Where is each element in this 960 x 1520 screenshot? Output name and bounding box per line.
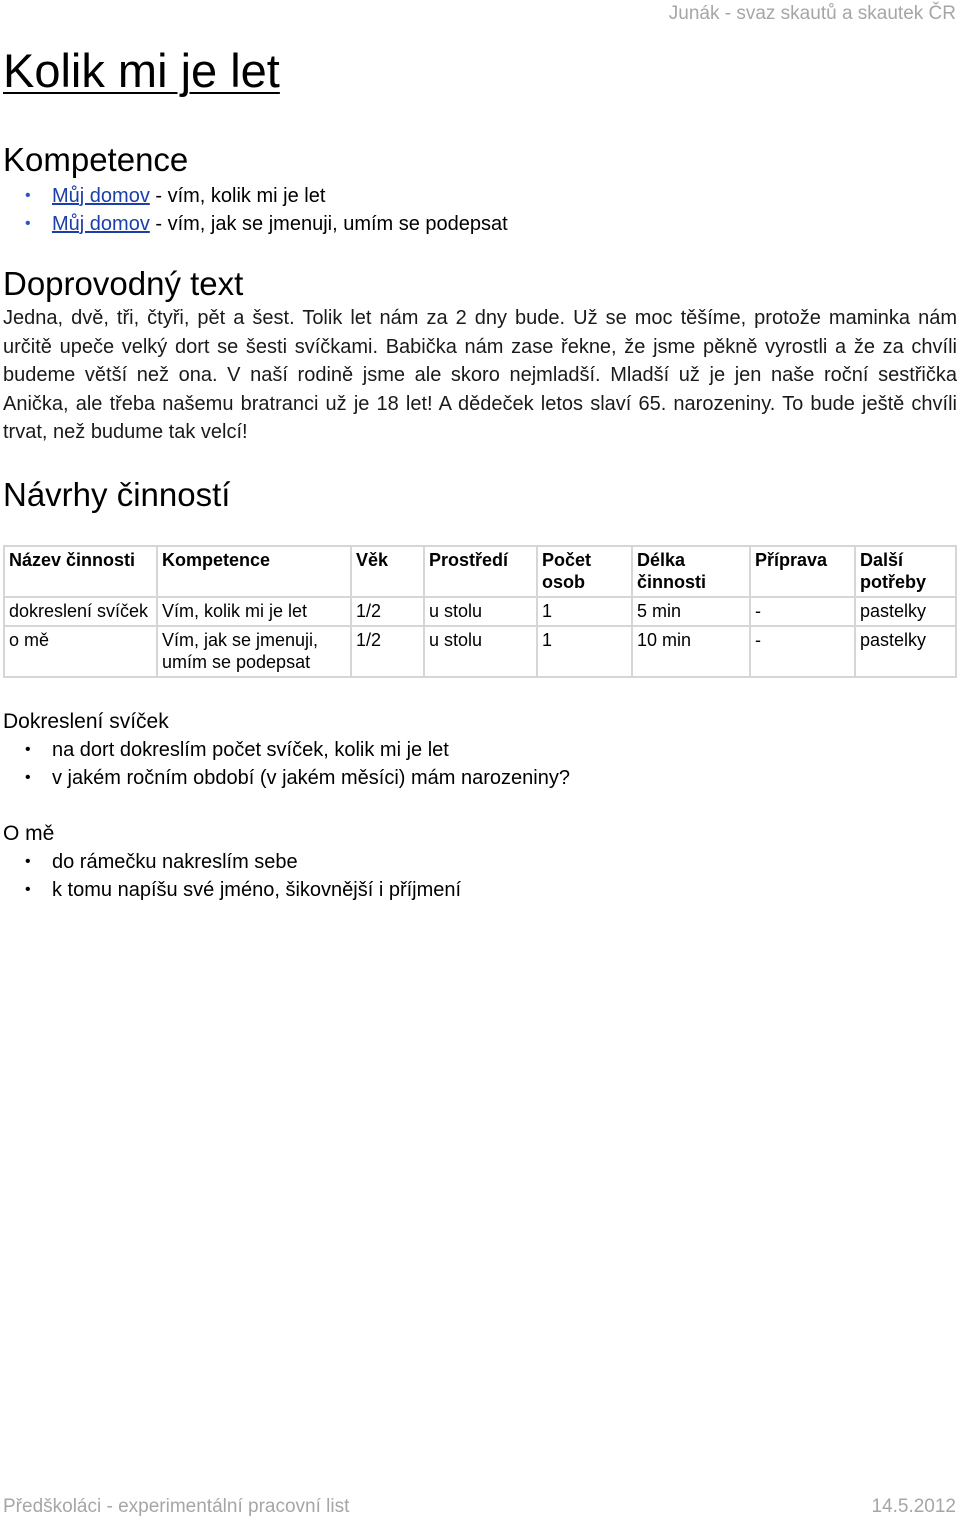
table-cell: 1 — [537, 597, 632, 626]
table-cell: 1/2 — [351, 597, 424, 626]
column-header: Kompetence — [157, 546, 351, 597]
list-item-text: - vím, jak se jmenuji, umím se podepsat — [149, 213, 508, 235]
list-item: • na dort dokreslím počet svíček, kolik mi je let — [3, 736, 957, 764]
list-item: • v jakém ročním období (v jakém měsíci) mám narozeniny? — [3, 764, 957, 792]
accompanying-text-heading: Doprovodný text — [3, 265, 244, 302]
column-header: Délka činnosti — [632, 546, 750, 597]
accompanying-text: Jedna, dvě, tři, čtyři, pět a šest. Tolik let nám za 2 dny bude. Už se moc těšíme, protože maminka nám určitě upeče velký dort se šesti svíčkami. Babička nám zase řekne, že jsme pěkně vyrostli a že za chvíli budeme větší než ona. V naší rodině jsme ale skoro nejmladší. Mladší už je jen naše roční sestřička Anička, ale třeba našemu bratranci už je 18 let! A dědeček letos slaví 65. narozeniny. To bude ještě chvíli trvat, než budume tak velcí! — [3, 307, 957, 443]
competence-list — [3, 182, 957, 238]
candles-list — [3, 736, 957, 792]
about-me-heading: O mě — [3, 821, 55, 845]
table-cell: u stolu — [424, 626, 537, 677]
page-title: Kolik mi je let — [3, 44, 280, 97]
activities-heading: Návrhy činností — [3, 475, 231, 513]
document-body — [3, 140, 957, 904]
table-cell: pastelky — [855, 597, 956, 626]
footer-document-label: Předškoláci - experimentální pracovní list — [3, 1496, 350, 1517]
column-header: Název činnosti — [4, 546, 157, 597]
table-cell: 1/2 — [351, 626, 424, 677]
competence-link[interactable]: Můj domov — [52, 185, 150, 207]
list-item — [3, 210, 957, 238]
list-item — [3, 182, 957, 210]
table-cell: - — [750, 626, 855, 677]
table-cell: 10 min — [632, 626, 750, 677]
column-header: Další potřeby — [855, 546, 956, 597]
table-row — [4, 626, 956, 677]
column-header: Prostředí — [424, 546, 537, 597]
table-cell: Vím, kolik mi je let — [157, 597, 351, 626]
organization-header: Junák - svaz skautů a skautek ČR — [668, 3, 956, 24]
column-header: Příprava — [750, 546, 855, 597]
table-cell: o mě — [4, 626, 157, 677]
table-header-row — [4, 546, 956, 597]
table-cell: - — [750, 597, 855, 626]
list-item: • do rámečku nakreslím sebe — [3, 848, 957, 876]
about-me-list — [3, 848, 957, 904]
competence-link[interactable]: Můj domov — [52, 213, 150, 235]
list-item: • k tomu napíšu své jméno, šikovnější i příjmení — [3, 876, 957, 904]
footer-date: 14.5.2012 — [871, 1496, 956, 1517]
candles-heading: Dokreslení svíček — [3, 709, 169, 733]
table-cell: dokreslení svíček — [4, 597, 157, 626]
table-row — [4, 597, 956, 626]
column-header: Počet osob — [537, 546, 632, 597]
column-header: Věk — [351, 546, 424, 597]
competence-heading: Kompetence — [3, 141, 189, 178]
activities-table — [3, 545, 957, 678]
table-cell: Vím, jak se jmenuji, umím se podepsat — [157, 626, 351, 677]
table-cell: 5 min — [632, 597, 750, 626]
list-item-text: - vím, kolik mi je let — [149, 185, 326, 207]
table-cell: u stolu — [424, 597, 537, 626]
table-cell: pastelky — [855, 626, 956, 677]
table-cell: 1 — [537, 626, 632, 677]
